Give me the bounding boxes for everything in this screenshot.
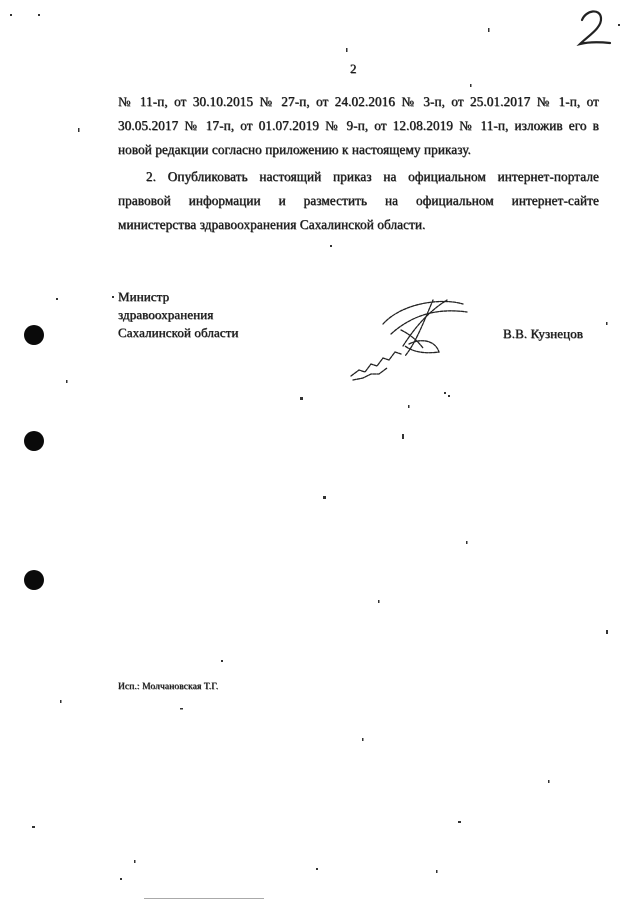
- paragraph-2-line-1: 2. Опубликовать настоящий приказ на официальном интернет-портале: [146, 169, 599, 184]
- punch-hole: [24, 431, 44, 451]
- signatory-title-line-3: Сахалинской области: [118, 325, 239, 340]
- signatory-title: [118, 288, 239, 342]
- signatory-name: В.В. Кузнецов: [503, 326, 584, 341]
- executor-note: Исп.: Молчановская Т.Г.: [118, 682, 219, 692]
- paragraph-1-line-1: № 11-п, от 30.10.2015 № 27-п, от 24.02.2016 № 3-п, от 25.01.2017 № 1-п, от: [118, 94, 599, 109]
- paragraph-2-line-2: правовой информации и разместить на официальном интернет-сайте: [118, 193, 599, 208]
- page-number: 2: [350, 61, 357, 76]
- handwritten-signature: [343, 294, 475, 382]
- paragraph-1-line-3: новой редакции согласно приложению к настоящему приказу.: [118, 142, 472, 157]
- signatory-title-line-2: здравоохранения: [118, 307, 214, 322]
- paragraph-1-line-2: 30.05.2017 № 17-п, от 01.07.2019 № 9-п, от 12.08.2019 № 11-п, изложив его в: [118, 118, 599, 133]
- punch-hole: [24, 325, 44, 345]
- signatory-title-line-1: Министр: [118, 289, 170, 304]
- punch-hole: [24, 570, 44, 590]
- handwritten-page-mark: [574, 6, 614, 50]
- paragraph-2-line-3: министерства здравоохранения Сахалинской области.: [118, 217, 426, 232]
